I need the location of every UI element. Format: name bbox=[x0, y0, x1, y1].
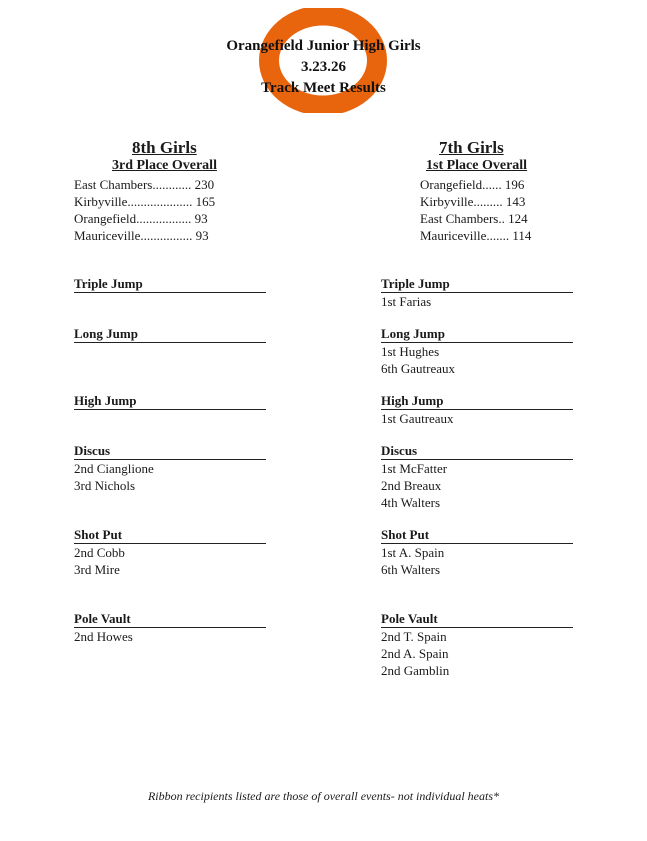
seventh-girls-place: 1st Place Overall bbox=[426, 158, 528, 173]
event-title: Pole Vault bbox=[74, 611, 266, 628]
event-title: Triple Jump bbox=[381, 276, 573, 293]
result-entry: 1st A. Spain bbox=[381, 545, 445, 560]
seventh-girls-standings bbox=[420, 176, 531, 244]
event-title: Discus bbox=[381, 443, 573, 460]
event-title: Triple Jump bbox=[74, 276, 266, 293]
result-entry: 1st Farias bbox=[381, 294, 432, 309]
result-entry: 1st Gautreaux bbox=[381, 411, 454, 426]
result-entry: 4th Walters bbox=[381, 495, 441, 510]
result-entry: 6th Gautreaux bbox=[381, 361, 456, 376]
result-entry: 2nd Howes bbox=[74, 629, 133, 644]
page-header bbox=[0, 36, 647, 99]
seventh-girls-title: 7th Girls bbox=[439, 138, 504, 157]
standing-row: Kirbyville.................... 165 bbox=[74, 194, 216, 209]
event-title: High Jump bbox=[74, 393, 266, 410]
footnote: Ribbon recipients listed are those of overall events- not individual heats* bbox=[147, 789, 500, 803]
meet-date: 3.23.26 bbox=[301, 59, 346, 75]
seventh-event-long-jump bbox=[381, 326, 573, 377]
result-entry: 2nd Cianglione bbox=[74, 461, 154, 476]
result-entry: 2nd Gamblin bbox=[381, 663, 450, 678]
event-title: Discus bbox=[74, 443, 266, 460]
seventh-event-discus bbox=[381, 443, 573, 511]
standing-row: Orangefield................. 93 bbox=[74, 211, 208, 226]
result-entry: 6th Walters bbox=[381, 562, 441, 577]
eighth-event-pole-vault bbox=[74, 611, 266, 645]
eighth-event-shot-put bbox=[74, 527, 266, 578]
result-entry: 1st McFatter bbox=[381, 461, 448, 476]
result-entry: 2nd Breaux bbox=[381, 478, 442, 493]
seventh-event-triple-jump bbox=[381, 276, 573, 310]
seventh-event-high-jump bbox=[381, 393, 573, 427]
standing-row: Orangefield...... 196 bbox=[420, 177, 525, 192]
eighth-event-long-jump bbox=[74, 326, 266, 343]
eighth-girls-place: 3rd Place Overall bbox=[112, 158, 217, 173]
event-title: Long Jump bbox=[381, 326, 573, 343]
result-entry: 2nd Cobb bbox=[74, 545, 125, 560]
standing-row: Mauriceville................ 93 bbox=[74, 228, 209, 243]
event-title: Long Jump bbox=[74, 326, 266, 343]
event-title: High Jump bbox=[381, 393, 573, 410]
eighth-event-triple-jump bbox=[74, 276, 266, 293]
eighth-event-discus bbox=[74, 443, 266, 494]
result-entry: 1st Hughes bbox=[381, 344, 440, 359]
eighth-girls-standings bbox=[74, 176, 215, 244]
event-title: Shot Put bbox=[381, 527, 573, 544]
result-entry: 3rd Mire bbox=[74, 562, 120, 577]
result-entry: 2nd T. Spain bbox=[381, 629, 447, 644]
seventh-event-pole-vault bbox=[381, 611, 573, 679]
seventh-event-shot-put bbox=[381, 527, 573, 578]
eighth-girls-title: 8th Girls bbox=[132, 138, 197, 157]
eighth-event-high-jump bbox=[74, 393, 266, 410]
standing-row: East Chambers.. 124 bbox=[420, 211, 528, 226]
standing-row: Kirbyville......... 143 bbox=[420, 194, 526, 209]
standing-row: East Chambers............ 230 bbox=[74, 177, 215, 192]
standing-row: Mauriceville....... 114 bbox=[420, 228, 532, 243]
event-title: Pole Vault bbox=[381, 611, 573, 628]
school-title: Orangefield Junior High Girls bbox=[226, 38, 421, 54]
meet-title: Track Meet Results bbox=[261, 80, 386, 96]
result-entry: 2nd A. Spain bbox=[381, 646, 449, 661]
event-title: Shot Put bbox=[74, 527, 266, 544]
result-entry: 3rd Nichols bbox=[74, 478, 136, 493]
